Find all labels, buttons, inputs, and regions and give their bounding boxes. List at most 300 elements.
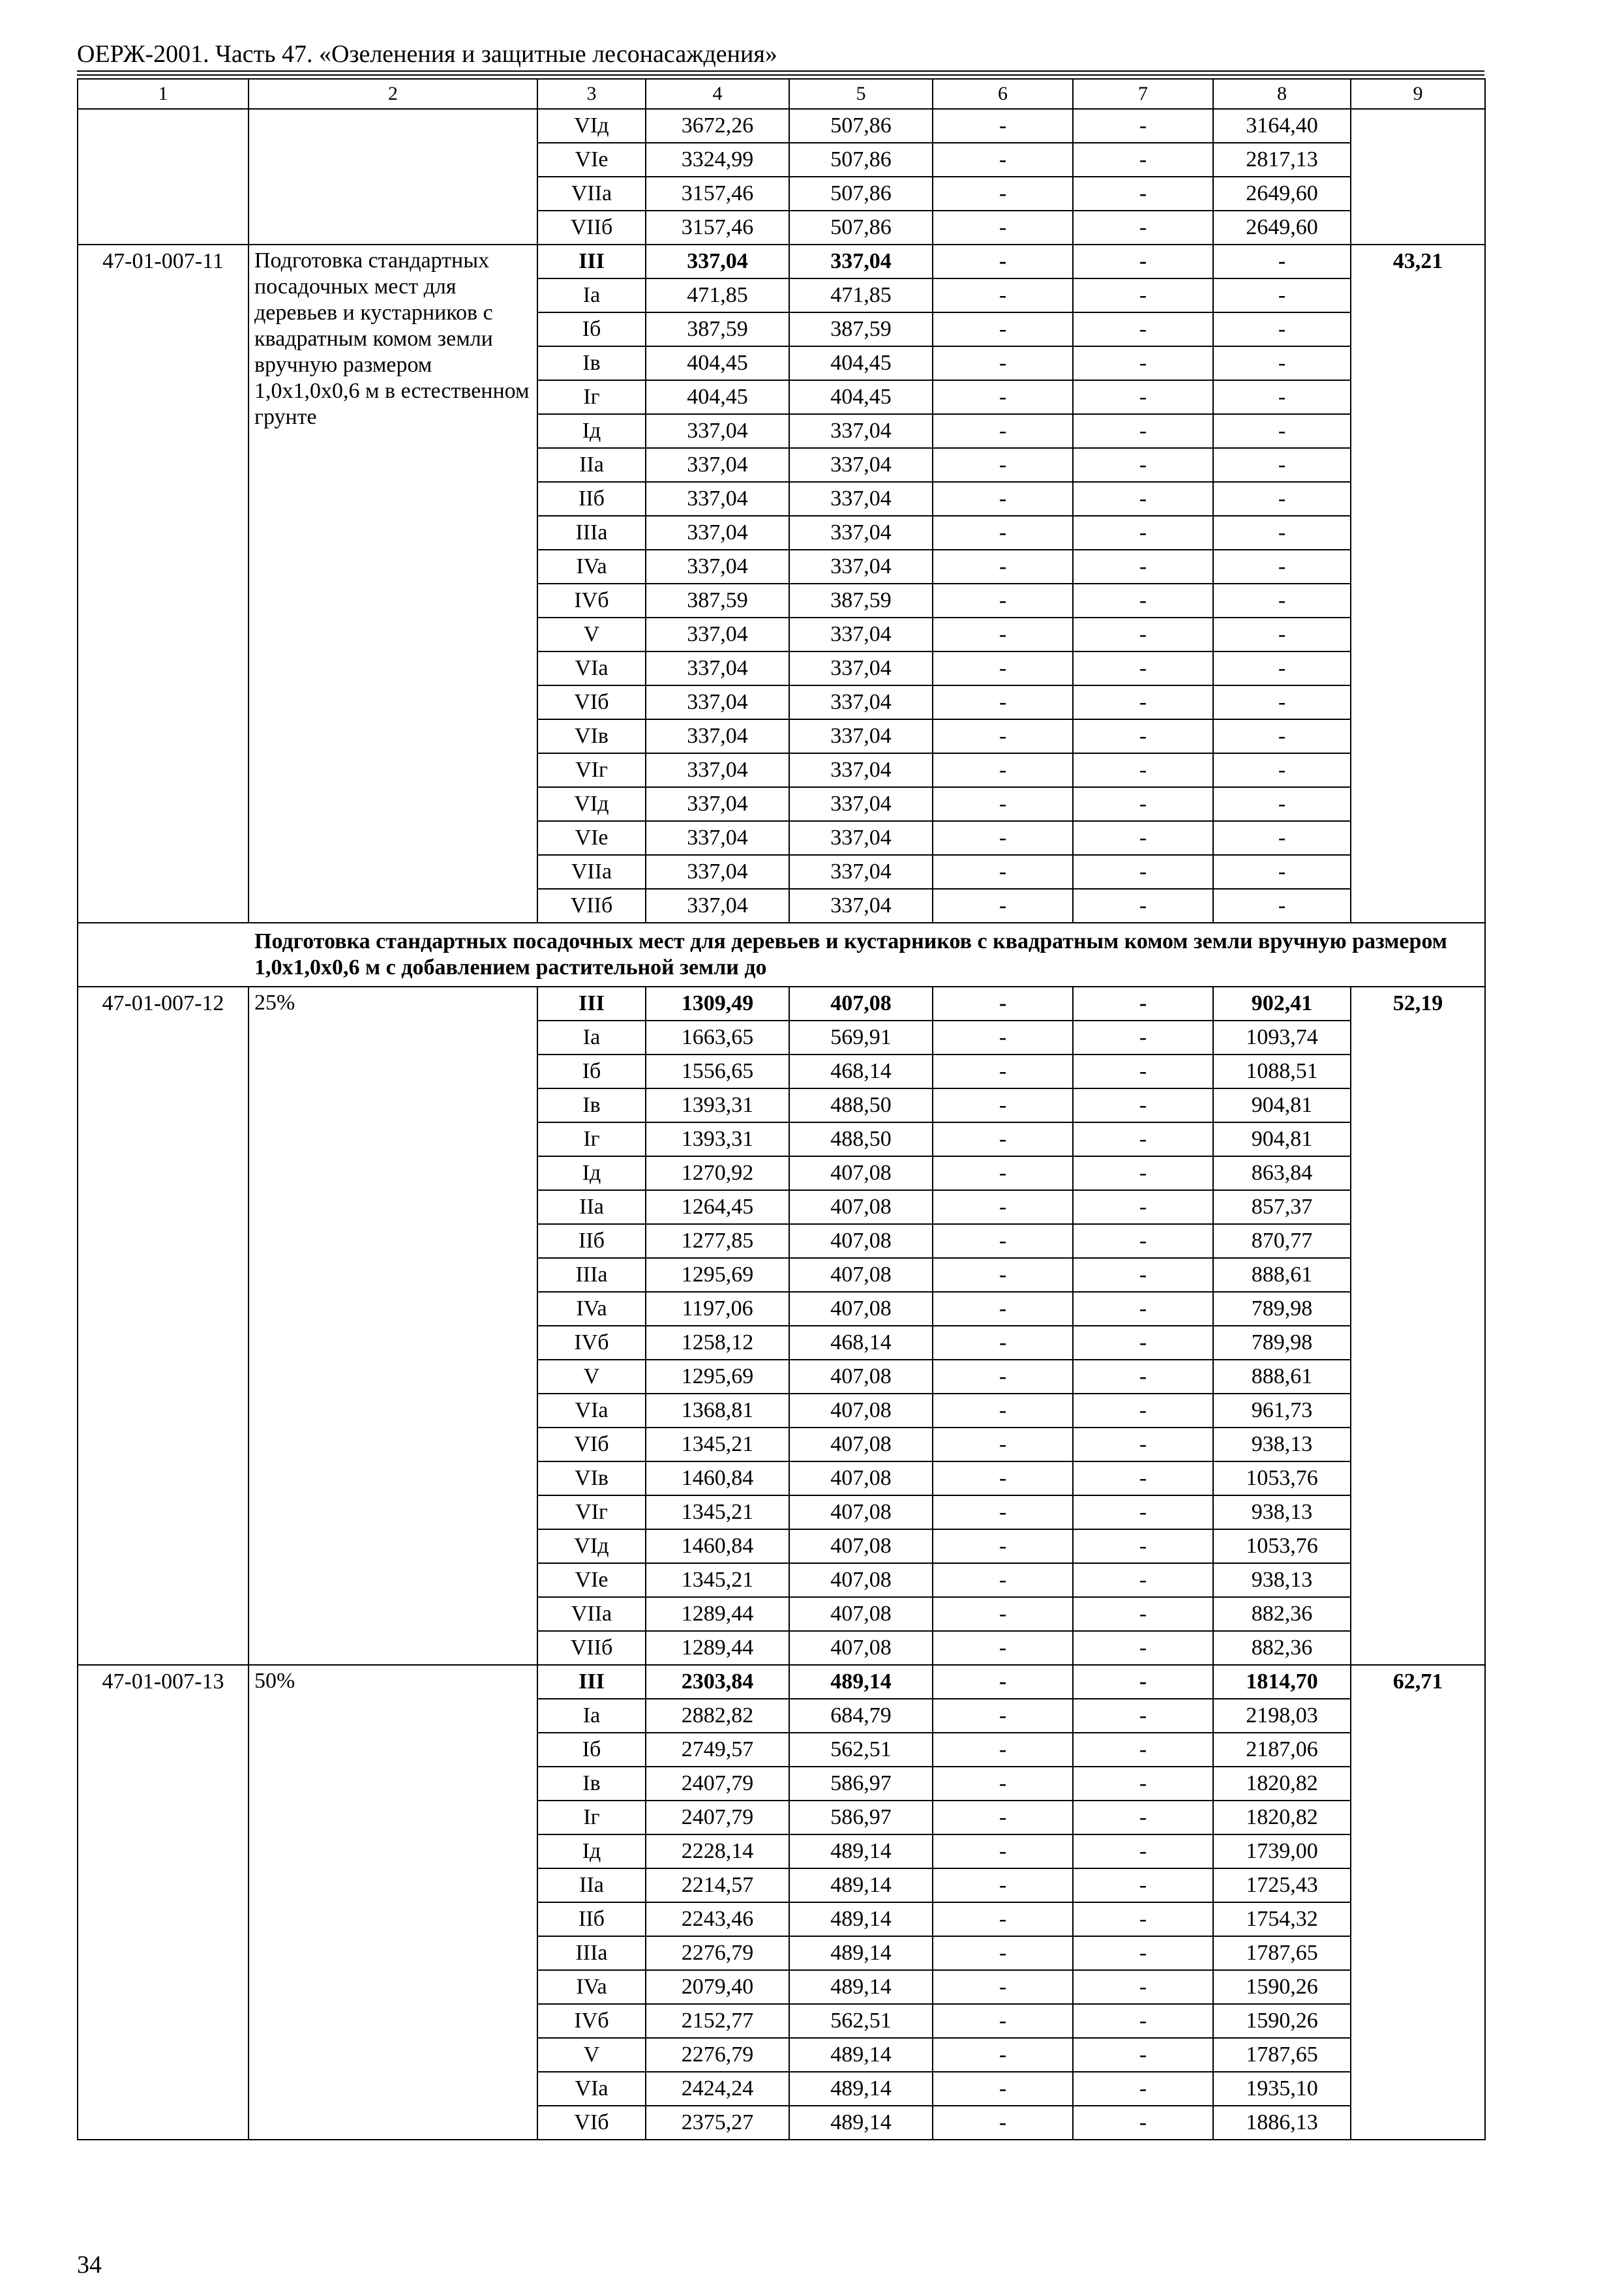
direct-cost: 2243,46 — [646, 1902, 789, 1936]
labor-cost: 337,04 — [789, 516, 933, 550]
labor-cost: 586,97 — [789, 1767, 933, 1801]
machine-cost: - — [933, 109, 1073, 143]
material-cost: 1754,32 — [1213, 1902, 1351, 1936]
work-condition: III — [537, 1665, 646, 1699]
material-cost: 2649,60 — [1213, 177, 1351, 211]
direct-cost: 337,04 — [646, 448, 789, 482]
column-number: 1 — [78, 79, 248, 109]
driver-wage: - — [1073, 380, 1213, 414]
driver-wage: - — [1073, 1360, 1213, 1394]
labor-cost: 489,14 — [789, 1868, 933, 1902]
labor-cost: 489,14 — [789, 1970, 933, 2004]
direct-cost: 3672,26 — [646, 109, 789, 143]
work-condition: III — [537, 245, 646, 278]
labor-cost: 387,59 — [789, 312, 933, 346]
direct-cost: 1345,21 — [646, 1563, 789, 1597]
direct-cost: 1393,31 — [646, 1122, 789, 1156]
work-condition: VIe — [537, 1563, 646, 1597]
direct-cost: 337,04 — [646, 855, 789, 889]
direct-cost: 337,04 — [646, 516, 789, 550]
machine-cost: - — [933, 1665, 1073, 1699]
direct-cost: 1460,84 — [646, 1529, 789, 1563]
column-number: 6 — [933, 79, 1073, 109]
direct-cost: 1460,84 — [646, 1461, 789, 1495]
labor-cost: 407,08 — [789, 987, 933, 1021]
material-cost: 938,13 — [1213, 1563, 1351, 1597]
driver-wage: - — [1073, 1733, 1213, 1767]
direct-cost: 337,04 — [646, 550, 789, 584]
labor-cost: 407,08 — [789, 1224, 933, 1258]
work-condition: Ia — [537, 1021, 646, 1055]
direct-cost: 2214,57 — [646, 1868, 789, 1902]
material-cost: 1820,82 — [1213, 1801, 1351, 1834]
driver-wage: - — [1073, 1529, 1213, 1563]
work-condition: Iг — [537, 1801, 646, 1834]
cost-index: 52,19 — [1351, 987, 1485, 1665]
direct-cost: 337,04 — [646, 889, 789, 923]
work-condition: Iд — [537, 1834, 646, 1868]
work-condition: Iб — [537, 1055, 646, 1088]
driver-wage: - — [1073, 109, 1213, 143]
labor-cost: 489,14 — [789, 1834, 933, 1868]
direct-cost: 3324,99 — [646, 143, 789, 177]
machine-cost: - — [933, 482, 1073, 516]
driver-wage: - — [1073, 1801, 1213, 1834]
column-number: 7 — [1073, 79, 1213, 109]
norm-description: Подготовка стандартных посадочных мест для деревьев и кустарников с квадратным комом земли вручную размером 1,0х1,0х0,6 м в естественном грунте — [248, 245, 537, 923]
cost-index: 43,21 — [1351, 245, 1485, 923]
work-condition: VIe — [537, 821, 646, 855]
direct-cost: 404,45 — [646, 380, 789, 414]
labor-cost: 337,04 — [789, 482, 933, 516]
machine-cost: - — [933, 414, 1073, 448]
machine-cost: - — [933, 516, 1073, 550]
driver-wage: - — [1073, 719, 1213, 753]
material-cost: 904,81 — [1213, 1122, 1351, 1156]
work-condition: Iд — [537, 1156, 646, 1190]
machine-cost: - — [933, 1936, 1073, 1970]
work-condition: IVa — [537, 1970, 646, 2004]
work-condition: V — [537, 1360, 646, 1394]
work-condition: IVa — [537, 550, 646, 584]
labor-cost: 407,08 — [789, 1156, 933, 1190]
direct-cost: 2375,27 — [646, 2106, 789, 2140]
labor-cost: 337,04 — [789, 414, 933, 448]
direct-cost: 1295,69 — [646, 1360, 789, 1394]
material-cost: 961,73 — [1213, 1394, 1351, 1428]
labor-cost: 489,14 — [789, 1902, 933, 1936]
work-condition: IVб — [537, 584, 646, 618]
material-cost: 2187,06 — [1213, 1733, 1351, 1767]
column-number: 5 — [789, 79, 933, 109]
work-condition: VIa — [537, 651, 646, 685]
machine-cost: - — [933, 1868, 1073, 1902]
norms-table — [77, 78, 1486, 2140]
material-cost: - — [1213, 651, 1351, 685]
material-cost: 1739,00 — [1213, 1834, 1351, 1868]
norm-code-cell — [78, 109, 248, 245]
material-cost: - — [1213, 753, 1351, 787]
labor-cost: 507,86 — [789, 109, 933, 143]
machine-cost: - — [933, 1631, 1073, 1665]
direct-cost: 1197,06 — [646, 1292, 789, 1326]
labor-cost: 337,04 — [789, 550, 933, 584]
labor-cost: 684,79 — [789, 1699, 933, 1733]
labor-cost: 507,86 — [789, 177, 933, 211]
work-condition: VIIб — [537, 1631, 646, 1665]
machine-cost: - — [933, 719, 1073, 753]
machine-cost: - — [933, 685, 1073, 719]
labor-cost: 404,45 — [789, 346, 933, 380]
norm-code: 47-01-007-13 — [78, 1665, 248, 2140]
machine-cost: - — [933, 1292, 1073, 1326]
work-condition: IIIa — [537, 1936, 646, 1970]
driver-wage: - — [1073, 1868, 1213, 1902]
table-row — [78, 1665, 1485, 1699]
work-condition: IIIa — [537, 516, 646, 550]
work-condition: Iв — [537, 346, 646, 380]
direct-cost: 1309,49 — [646, 987, 789, 1021]
page-header-title: ОЕРЖ-2001. Часть 47. «Озеленения и защитные лесонасаждения» — [77, 40, 777, 68]
material-cost: - — [1213, 380, 1351, 414]
direct-cost: 337,04 — [646, 821, 789, 855]
column-number: 3 — [537, 79, 646, 109]
labor-cost: 407,08 — [789, 1631, 933, 1665]
direct-cost: 2228,14 — [646, 1834, 789, 1868]
driver-wage: - — [1073, 1292, 1213, 1326]
work-condition: IIIa — [537, 1258, 646, 1292]
work-condition: VIб — [537, 2106, 646, 2140]
material-cost: 1725,43 — [1213, 1868, 1351, 1902]
labor-cost: 407,08 — [789, 1360, 933, 1394]
material-cost: - — [1213, 312, 1351, 346]
driver-wage: - — [1073, 1970, 1213, 2004]
material-cost: 938,13 — [1213, 1428, 1351, 1461]
labor-cost: 337,04 — [789, 855, 933, 889]
column-number: 2 — [248, 79, 537, 109]
direct-cost: 1289,44 — [646, 1631, 789, 1665]
labor-cost: 337,04 — [789, 685, 933, 719]
work-condition: Iв — [537, 1088, 646, 1122]
labor-cost: 586,97 — [789, 1801, 933, 1834]
work-condition: Iг — [537, 1122, 646, 1156]
labor-cost: 404,45 — [789, 380, 933, 414]
material-cost: 2649,60 — [1213, 211, 1351, 245]
table-row — [78, 987, 1485, 1021]
direct-cost: 1556,65 — [646, 1055, 789, 1088]
driver-wage: - — [1073, 1563, 1213, 1597]
work-condition: V — [537, 618, 646, 651]
machine-cost: - — [933, 1021, 1073, 1055]
material-cost: 3164,40 — [1213, 109, 1351, 143]
material-cost: - — [1213, 516, 1351, 550]
machine-cost: - — [933, 1428, 1073, 1461]
machine-cost: - — [933, 1156, 1073, 1190]
machine-cost: - — [933, 1563, 1073, 1597]
driver-wage: - — [1073, 312, 1213, 346]
direct-cost: 2303,84 — [646, 1665, 789, 1699]
material-cost: 2198,03 — [1213, 1699, 1351, 1733]
material-cost: - — [1213, 889, 1351, 923]
labor-cost: 407,08 — [789, 1495, 933, 1529]
direct-cost: 471,85 — [646, 278, 789, 312]
material-cost: 863,84 — [1213, 1156, 1351, 1190]
work-condition: VIIa — [537, 177, 646, 211]
work-condition: VIIб — [537, 889, 646, 923]
work-condition: VIд — [537, 1529, 646, 1563]
machine-cost: - — [933, 1122, 1073, 1156]
machine-cost: - — [933, 211, 1073, 245]
material-cost: - — [1213, 482, 1351, 516]
machine-cost: - — [933, 1733, 1073, 1767]
work-condition: VIб — [537, 1428, 646, 1461]
driver-wage: - — [1073, 1597, 1213, 1631]
work-condition: Iв — [537, 1767, 646, 1801]
machine-cost: - — [933, 1529, 1073, 1563]
direct-cost: 1289,44 — [646, 1597, 789, 1631]
driver-wage: - — [1073, 987, 1213, 1021]
machine-cost: - — [933, 821, 1073, 855]
driver-wage: - — [1073, 651, 1213, 685]
material-cost: 1088,51 — [1213, 1055, 1351, 1088]
work-condition: Iг — [537, 380, 646, 414]
work-condition: IIa — [537, 1868, 646, 1902]
labor-cost: 407,08 — [789, 1394, 933, 1428]
driver-wage: - — [1073, 787, 1213, 821]
work-condition: Iб — [537, 1733, 646, 1767]
material-cost: - — [1213, 245, 1351, 278]
labor-cost: 407,08 — [789, 1428, 933, 1461]
machine-cost: - — [933, 651, 1073, 685]
driver-wage: - — [1073, 414, 1213, 448]
material-cost: 1814,70 — [1213, 1665, 1351, 1699]
work-condition: VIe — [537, 143, 646, 177]
machine-cost: - — [933, 2004, 1073, 2038]
driver-wage: - — [1073, 584, 1213, 618]
direct-cost: 1270,92 — [646, 1156, 789, 1190]
driver-wage: - — [1073, 245, 1213, 278]
driver-wage: - — [1073, 2106, 1213, 2140]
work-condition: VIIб — [537, 211, 646, 245]
labor-cost: 507,86 — [789, 211, 933, 245]
driver-wage: - — [1073, 550, 1213, 584]
material-cost: 2817,13 — [1213, 143, 1351, 177]
direct-cost: 404,45 — [646, 346, 789, 380]
machine-cost: - — [933, 618, 1073, 651]
section-heading-row — [78, 923, 1485, 987]
material-cost: 888,61 — [1213, 1360, 1351, 1394]
driver-wage: - — [1073, 2072, 1213, 2106]
material-cost: - — [1213, 787, 1351, 821]
direct-cost: 2407,79 — [646, 1801, 789, 1834]
work-condition: VIa — [537, 2072, 646, 2106]
material-cost: - — [1213, 414, 1351, 448]
material-cost: - — [1213, 719, 1351, 753]
machine-cost: - — [933, 1190, 1073, 1224]
machine-cost: - — [933, 1088, 1073, 1122]
driver-wage: - — [1073, 1461, 1213, 1495]
labor-cost: 407,08 — [789, 1597, 933, 1631]
direct-cost: 2407,79 — [646, 1767, 789, 1801]
driver-wage: - — [1073, 2004, 1213, 2038]
machine-cost: - — [933, 1224, 1073, 1258]
driver-wage: - — [1073, 516, 1213, 550]
section-heading: Подготовка стандартных посадочных мест для деревьев и кустарников с квадратным комом земли вручную размером 1,0х1,0х0,6 м с добавлением растительной земли до — [78, 923, 1485, 987]
machine-cost: - — [933, 2072, 1073, 2106]
machine-cost: - — [933, 1699, 1073, 1733]
labor-cost: 489,14 — [789, 1665, 933, 1699]
machine-cost: - — [933, 1902, 1073, 1936]
labor-cost: 488,50 — [789, 1088, 933, 1122]
material-cost: - — [1213, 550, 1351, 584]
direct-cost: 2276,79 — [646, 1936, 789, 1970]
material-cost: - — [1213, 278, 1351, 312]
direct-cost: 337,04 — [646, 685, 789, 719]
material-cost: 1093,74 — [1213, 1021, 1351, 1055]
driver-wage: - — [1073, 753, 1213, 787]
labor-cost: 337,04 — [789, 719, 933, 753]
work-condition: IIб — [537, 1224, 646, 1258]
material-cost: - — [1213, 618, 1351, 651]
material-cost: 882,36 — [1213, 1631, 1351, 1665]
machine-cost: - — [933, 1258, 1073, 1292]
labor-cost: 407,08 — [789, 1258, 933, 1292]
driver-wage: - — [1073, 1665, 1213, 1699]
machine-cost: - — [933, 1326, 1073, 1360]
index-cell — [1351, 109, 1485, 245]
machine-cost: - — [933, 2038, 1073, 2072]
machine-cost: - — [933, 1055, 1073, 1088]
driver-wage: - — [1073, 1699, 1213, 1733]
work-condition: IVб — [537, 2004, 646, 2038]
work-condition: VIIa — [537, 855, 646, 889]
direct-cost: 387,59 — [646, 584, 789, 618]
material-cost: - — [1213, 855, 1351, 889]
machine-cost: - — [933, 787, 1073, 821]
norm-code: 47-01-007-11 — [78, 245, 248, 923]
driver-wage: - — [1073, 1055, 1213, 1088]
labor-cost: 337,04 — [789, 448, 933, 482]
material-cost: 902,41 — [1213, 987, 1351, 1021]
labor-cost: 407,08 — [789, 1292, 933, 1326]
direct-cost: 337,04 — [646, 719, 789, 753]
direct-cost: 2079,40 — [646, 1970, 789, 2004]
table-row — [78, 109, 1485, 143]
material-cost: 789,98 — [1213, 1326, 1351, 1360]
machine-cost: - — [933, 143, 1073, 177]
direct-cost: 1663,65 — [646, 1021, 789, 1055]
material-cost: - — [1213, 448, 1351, 482]
material-cost: 1886,13 — [1213, 2106, 1351, 2140]
work-condition: VIв — [537, 719, 646, 753]
work-condition: VIд — [537, 787, 646, 821]
direct-cost: 1393,31 — [646, 1088, 789, 1122]
page-number: 34 — [77, 2251, 102, 2279]
material-cost: 789,98 — [1213, 1292, 1351, 1326]
material-cost: 1053,76 — [1213, 1461, 1351, 1495]
driver-wage: - — [1073, 143, 1213, 177]
material-cost: - — [1213, 346, 1351, 380]
material-cost: 1820,82 — [1213, 1767, 1351, 1801]
driver-wage: - — [1073, 1834, 1213, 1868]
work-condition: Ia — [537, 278, 646, 312]
norm-description: 25% — [248, 987, 537, 1665]
machine-cost: - — [933, 1461, 1073, 1495]
work-condition: IVa — [537, 1292, 646, 1326]
material-cost: 938,13 — [1213, 1495, 1351, 1529]
work-condition: Iд — [537, 414, 646, 448]
driver-wage: - — [1073, 1122, 1213, 1156]
machine-cost: - — [933, 312, 1073, 346]
driver-wage: - — [1073, 1902, 1213, 1936]
work-condition: III — [537, 987, 646, 1021]
material-cost: 870,77 — [1213, 1224, 1351, 1258]
machine-cost: - — [933, 1495, 1073, 1529]
labor-cost: 337,04 — [789, 753, 933, 787]
driver-wage: - — [1073, 2038, 1213, 2072]
column-number: 8 — [1213, 79, 1351, 109]
labor-cost: 468,14 — [789, 1326, 933, 1360]
driver-wage: - — [1073, 482, 1213, 516]
driver-wage: - — [1073, 177, 1213, 211]
work-condition: VIг — [537, 1495, 646, 1529]
direct-cost: 2276,79 — [646, 2038, 789, 2072]
work-condition: V — [537, 2038, 646, 2072]
material-cost: 1787,65 — [1213, 2038, 1351, 2072]
driver-wage: - — [1073, 1767, 1213, 1801]
direct-cost: 2882,82 — [646, 1699, 789, 1733]
driver-wage: - — [1073, 278, 1213, 312]
driver-wage: - — [1073, 1156, 1213, 1190]
driver-wage: - — [1073, 1495, 1213, 1529]
labor-cost: 407,08 — [789, 1529, 933, 1563]
direct-cost: 337,04 — [646, 787, 789, 821]
labor-cost: 337,04 — [789, 821, 933, 855]
direct-cost: 337,04 — [646, 753, 789, 787]
material-cost: - — [1213, 685, 1351, 719]
labor-cost: 337,04 — [789, 651, 933, 685]
labor-cost: 468,14 — [789, 1055, 933, 1088]
driver-wage: - — [1073, 618, 1213, 651]
work-condition: VIв — [537, 1461, 646, 1495]
work-condition: VIб — [537, 685, 646, 719]
norm-description-cell — [248, 109, 537, 245]
direct-cost: 1264,45 — [646, 1190, 789, 1224]
driver-wage: - — [1073, 346, 1213, 380]
work-condition: VIг — [537, 753, 646, 787]
material-cost: 857,37 — [1213, 1190, 1351, 1224]
material-cost: 1590,26 — [1213, 2004, 1351, 2038]
material-cost: 1053,76 — [1213, 1529, 1351, 1563]
driver-wage: - — [1073, 1631, 1213, 1665]
direct-cost: 1277,85 — [646, 1224, 789, 1258]
machine-cost: - — [933, 1360, 1073, 1394]
direct-cost: 2749,57 — [646, 1733, 789, 1767]
direct-cost: 1368,81 — [646, 1394, 789, 1428]
labor-cost: 507,86 — [789, 143, 933, 177]
direct-cost: 1345,21 — [646, 1428, 789, 1461]
direct-cost: 387,59 — [646, 312, 789, 346]
machine-cost: - — [933, 278, 1073, 312]
machine-cost: - — [933, 380, 1073, 414]
direct-cost: 337,04 — [646, 482, 789, 516]
machine-cost: - — [933, 245, 1073, 278]
driver-wage: - — [1073, 1258, 1213, 1292]
direct-cost: 1345,21 — [646, 1495, 789, 1529]
machine-cost: - — [933, 584, 1073, 618]
direct-cost: 337,04 — [646, 414, 789, 448]
labor-cost: 407,08 — [789, 1461, 933, 1495]
